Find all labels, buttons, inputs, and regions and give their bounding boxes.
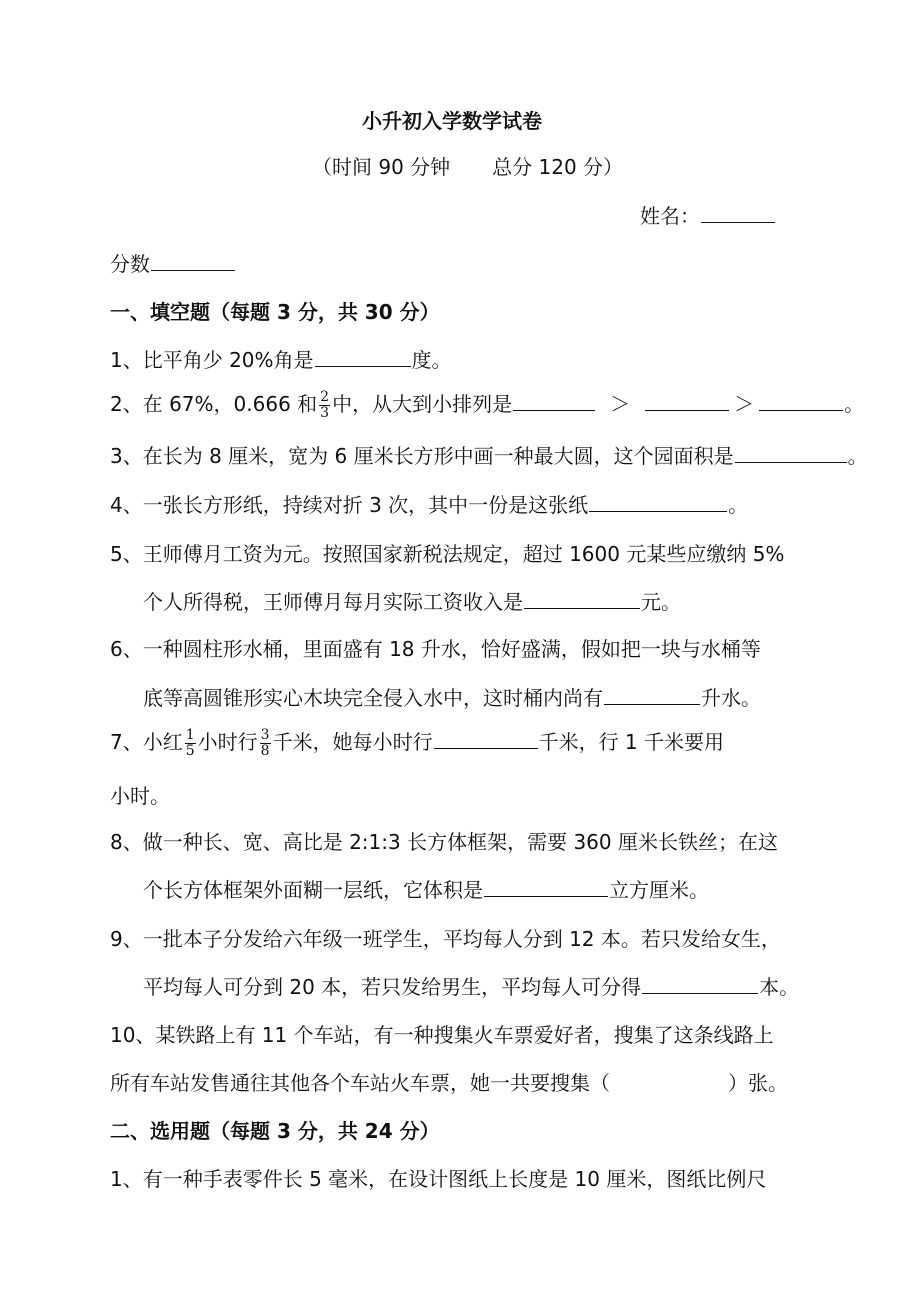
fraction-denominator: 3 (320, 405, 330, 421)
fraction-denominator: 5 (185, 743, 195, 759)
question-1-7-line2: 小时。 (110, 784, 170, 808)
exam-subtitle (312, 152, 623, 182)
answer-blank[interactable] (524, 588, 640, 609)
question-text: 。 (847, 444, 868, 468)
question-text: 平均每人可分到 20 本，若只发给男生，平均每人可分得 (143, 975, 642, 999)
question-text: 7、小红 (110, 730, 183, 754)
question-text: 3、在长为 8 厘米，宽为 6 厘米长方形中画一种最大圆，这个园面积是 (110, 444, 734, 468)
fraction-numerator: 2 (320, 389, 330, 405)
question-1-5-line1: 5、王师傅月工资为元。按照国家新税法规定，超过 1600 元某些应缴纳 5% (110, 542, 785, 566)
answer-blank[interactable] (315, 346, 411, 367)
name-field (640, 201, 776, 231)
score-label: 分数 (110, 252, 150, 276)
question-text: 1、比平角少 20%角是 (110, 348, 314, 372)
question-text: 底等高圆锥形实心木块完全侵入水中，这时桶内尚有 (143, 686, 603, 710)
question-1-9-line1: 9、一批本子分发给六年级一班学生，平均每人分到 12 本。若只发给女生， (110, 927, 781, 951)
fraction (260, 728, 271, 759)
score-blank[interactable] (151, 250, 235, 271)
name-label: 姓名： (640, 204, 700, 228)
answer-blank[interactable] (589, 491, 727, 512)
question-1-9-line2 (143, 972, 799, 1002)
question-text: 元。 (641, 590, 681, 614)
question-text: 4、一张长方形纸，持续对折 3 次，其中一份是这张纸 (110, 493, 589, 517)
greater-than-sign: ＞ (610, 392, 631, 416)
question-text: 。 (728, 493, 749, 517)
answer-blank[interactable] (759, 390, 843, 411)
section2-heading: 二、选用题（每题 3 分，共 24 分） (110, 1119, 440, 1143)
question-text: 小时行 (197, 730, 258, 754)
question-text: 。 (844, 392, 865, 416)
question-text: 中，从大到小排列是 (332, 392, 513, 416)
answer-blank[interactable] (735, 442, 847, 463)
question-1-8-line1: 8、做一种长、宽、高比是 2:1:3 长方体框架，需要 360 厘米长铁丝；在这 (110, 830, 778, 854)
question-text: 升水。 (701, 686, 761, 710)
question-1-2 (110, 389, 864, 421)
time-limit: （时间 90 分钟 (312, 155, 451, 179)
score-field (110, 249, 236, 279)
fraction (185, 728, 196, 759)
answer-blank[interactable] (642, 973, 758, 994)
answer-blank[interactable] (604, 684, 700, 705)
answer-blank[interactable] (434, 728, 538, 749)
question-text: 2、在 67%，0.666 和 (110, 392, 318, 416)
question-1-4 (110, 490, 748, 520)
section1-heading: 一、填空题（每题 3 分，共 30 分） (110, 300, 440, 324)
total-score: 总分 120 分） (492, 155, 624, 179)
question-text: 个长方体框架外面糊一层纸，它体积是 (143, 878, 483, 902)
question-text: 千米，行 1 千米要用 (538, 730, 725, 754)
fraction-denominator: 8 (260, 743, 270, 759)
question-1-1 (110, 345, 452, 375)
question-text: 千米，她每小时行 (272, 730, 433, 754)
question-text: 度。 (411, 348, 452, 372)
exam-title: 小升初入学数学试卷 (362, 109, 542, 133)
question-1-10-line1: 10、某铁路上有 11 个车站，有一种搜集火车票爱好者，搜集了这条线路上 (110, 1023, 774, 1047)
greater-than-sign: ＞ (734, 392, 755, 416)
question-1-8-line2 (143, 875, 709, 905)
question-text: 个人所得税，王师傅月每月实际工资收入是 (143, 590, 523, 614)
fraction-numerator: 3 (260, 727, 270, 743)
question-text: 立方厘米。 (609, 878, 709, 902)
question-text: ）张。 (728, 1071, 788, 1095)
question-1-5-line2 (143, 587, 681, 617)
question-1-6-line2 (143, 683, 761, 713)
fraction-numerator: 1 (185, 727, 195, 743)
question-1-10-line2 (110, 1068, 788, 1098)
name-blank[interactable] (701, 202, 775, 223)
answer-blank[interactable] (484, 876, 608, 897)
question-text: 本。 (759, 975, 800, 999)
answer-blank[interactable] (513, 390, 595, 411)
question-1-7-line1 (110, 727, 724, 759)
question-1-3 (110, 441, 868, 471)
question-1-6-line1: 6、一种圆柱形水桶，里面盛有 18 升水，恰好盛满，假如把一块与水桶等 (110, 637, 761, 661)
fraction (319, 390, 330, 421)
question-2-1-line1: 1、有一种手表零件长 5 毫米，在设计图纸上长度是 10 厘米，图纸比例尺 (110, 1167, 767, 1191)
question-text: 所有车站发售通往其他各个车站火车票，她一共要搜集（ (110, 1071, 610, 1095)
answer-blank[interactable] (645, 390, 729, 411)
